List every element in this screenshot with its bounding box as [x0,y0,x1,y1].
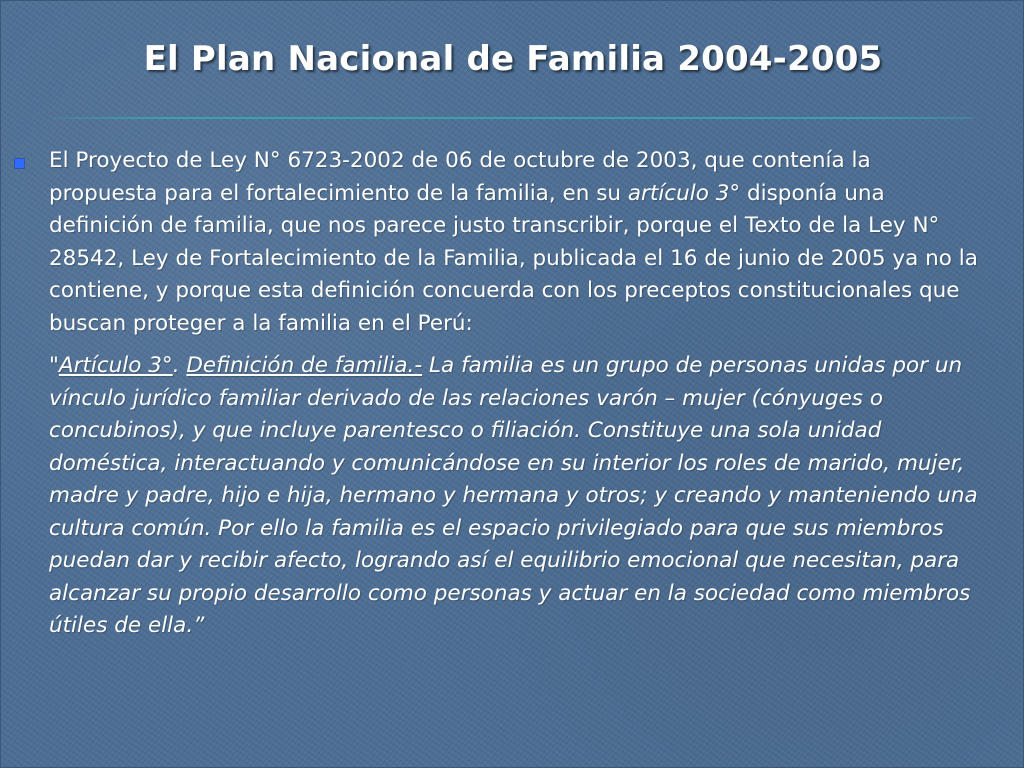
bullet-item [15,145,985,340]
quote-body: La familia es un grupo de personas unidas por un vínculo jurídico familiar derivado de las relaciones varón – mujer (cónyuges o concubinos), y que incluye parentesco o filiación. Constituye una sola unidad doméstica, interactuando y comunicándose en su interior los roles de marido, mujer, madre y padre, hijo e hija, hermano y hermana y otros; y creando y manteniendo una cultura común. Por ello la familia es el espacio privilegiado para que sus miembros puedan dar y recibir afecto, logrando así el equilibrio emocional que necesitan, para alcanzar su propio desarrollo como personas y actuar en la sociedad como miembros útiles de ella.” [49,353,978,638]
paragraph-text-start: El Proyecto de Ley N° 6723-2002 de 06 de octubre de 2003, que contenía la propuesta para el fortalecimiento de la familia, en su [49,148,871,206]
paragraph-italic-article: artículo 3° [627,180,741,206]
square-bullet-icon [15,159,24,168]
title-divider [53,117,973,119]
quote-definition-label: Definición de familia.- [186,353,423,378]
slide-title: El Plan Nacional de Familia 2004-2005 [143,39,883,79]
paragraph-text-end: disponía una definición de familia, que nos parece justo transcribir, porque el Texto de la Ley N° 28542, Ley de Fortalecimiento de la Familia, publicada el 16 de junio de 2005 ya no la contiene, y porque esta definición concuerda con los preceptos constitucionales que buscan proteger a la familia en el Perú: [49,180,978,336]
quote-article-label: Artículo 3° [58,353,173,378]
bullet-paragraph [49,145,979,340]
quoted-definition [49,350,985,643]
slide-content [15,145,985,643]
quote-separator: . [172,353,187,378]
opening-quote-mark: " [49,353,59,378]
